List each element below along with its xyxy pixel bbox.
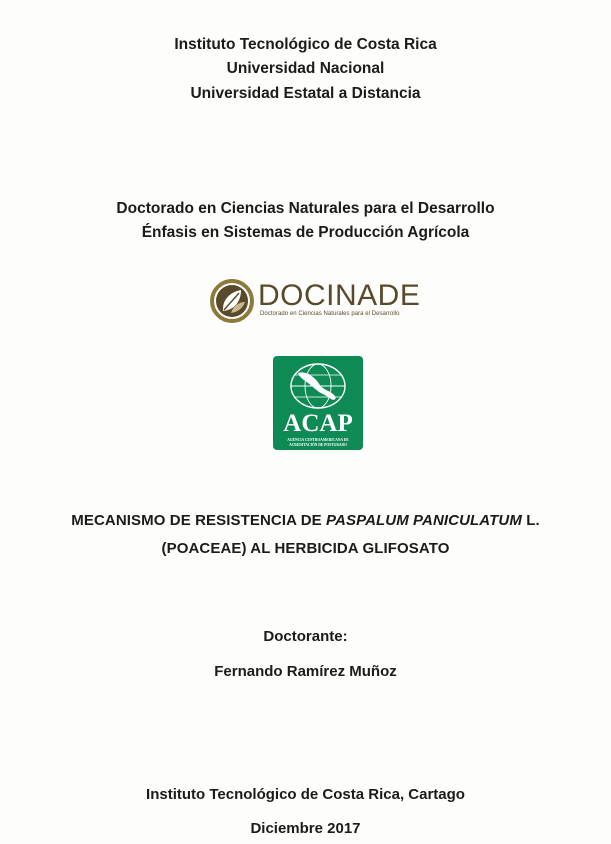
- central-america-globe-icon: [288, 361, 348, 411]
- docinade-logo: [210, 278, 430, 324]
- acap-subtitle: [273, 438, 363, 447]
- docinade-wordmark: DOCINADE: [258, 279, 421, 312]
- footer-place: Instituto Tecnológico de Costa Rica, Cartago: [146, 786, 465, 803]
- acap-wordmark: ACAP: [283, 410, 353, 437]
- author-label: Doctorante:: [263, 628, 348, 645]
- thesis-title-line-2: (POACEAE) AL HERBICIDA GLIFOSATO: [161, 540, 450, 557]
- program-name: Doctorado en Ciencias Naturales para el Desarrollo: [116, 200, 495, 217]
- thesis-title-text: MECANISMO DE RESISTENCIA DE: [71, 512, 327, 529]
- program-emphasis: Énfasis en Sistemas de Producción Agrícola: [141, 224, 470, 241]
- docinade-subtitle: Doctorado en Ciencias Naturales para el Desarrollo: [260, 311, 400, 317]
- acap-logo: [273, 356, 363, 450]
- leaf-emblem-icon: [210, 278, 254, 324]
- footer-date: Diciembre 2017: [250, 820, 361, 837]
- institution-name: Universidad Estatal a Distancia: [190, 85, 421, 102]
- author-name: Fernando Ramírez Muñoz: [214, 663, 397, 680]
- institution-name: Universidad Nacional: [226, 60, 385, 77]
- thesis-title-species: PASPALUM PANICULATUM: [326, 512, 522, 529]
- institution-name: Instituto Tecnológico de Costa Rica: [174, 36, 437, 53]
- acap-subtitle-line: AGENCIA CENTROAMERICANA DE: [287, 438, 349, 442]
- thesis-title-text: L.: [521, 512, 540, 529]
- acap-subtitle-line: ACREDITACIÓN DE POSTGRADO: [289, 442, 347, 447]
- thesis-title-line-1: [0, 512, 611, 529]
